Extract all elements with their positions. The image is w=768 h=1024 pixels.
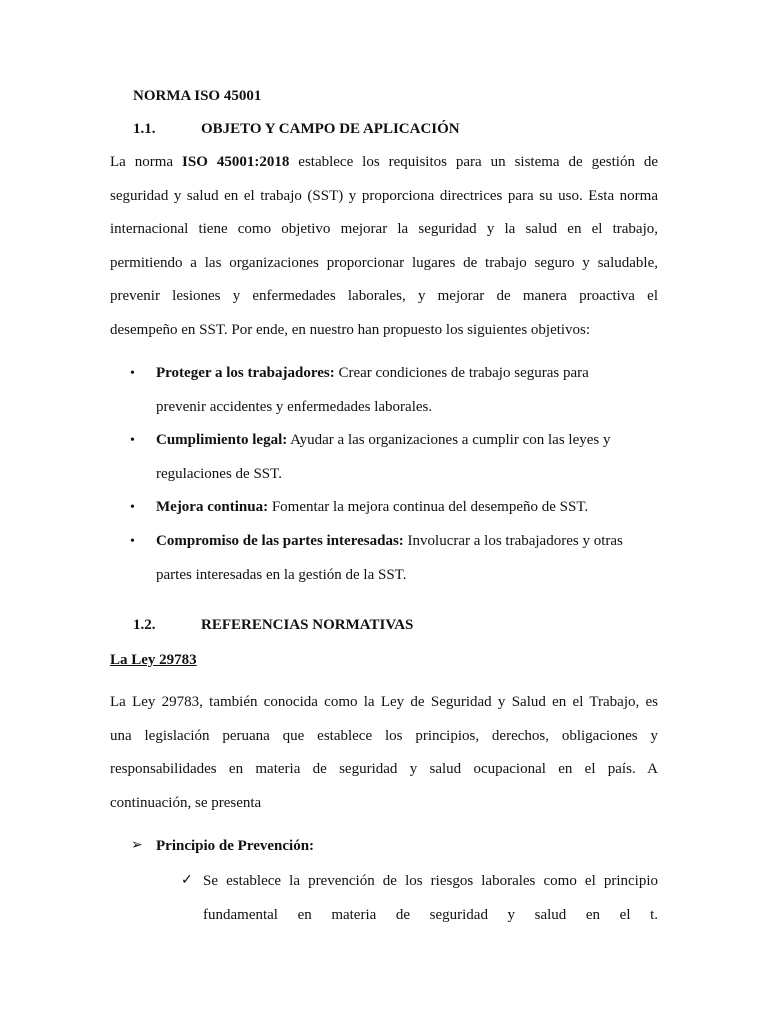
- section-1-2-number: 1.2.: [133, 617, 156, 633]
- para1-line3: internacional tiene como objetivo mejorar la seguridad y la salud en el trabajo,: [110, 221, 658, 237]
- bullet-icon: •: [130, 366, 135, 381]
- section-1-1-number: 1.1.: [133, 121, 156, 137]
- para2-line3: responsabilidades en materia de seguridad y salud ocupacional en el país. A: [110, 761, 658, 777]
- principle-line1: Se establece la prevención de los riesgos laborales como el principio: [203, 873, 658, 889]
- para2-line2: una legislación peruana que establece los principios, derechos, obligaciones y: [110, 728, 658, 744]
- checkmark-icon: ✓: [181, 873, 193, 888]
- para1-line2: seguridad y salud en el trabajo (SST) y proporciona directrices para su uso. Esta norma: [110, 188, 658, 204]
- para2-line1: La Ley 29783, también conocida como la Ley de Seguridad y Salud en el Trabajo, es: [110, 694, 658, 710]
- list-item: Cumplimiento legal: Ayudar a las organizaciones a cumplir con las leyes y: [156, 432, 611, 448]
- list-item: Compromiso de las partes interesadas: Involucrar a los trabajadores y otras: [156, 533, 623, 549]
- para1-line6: desempeño en SST. Por ende, en nuestro han propuesto los siguientes objetivos:: [110, 322, 591, 338]
- list-item: Proteger a los trabajadores: Crear condiciones de trabajo seguras para: [156, 365, 589, 381]
- para1-line4: permitiendo a las organizaciones proporcionar lugares de trabajo seguro y saludable,: [110, 255, 658, 271]
- section-1-1-heading: OBJETO Y CAMPO DE APLICACIÓN: [201, 121, 460, 137]
- para2-line4: continuación, se presenta: [110, 795, 262, 811]
- principle-label: Principio de Prevención:: [156, 838, 315, 854]
- para1-line5: prevenir lesiones y enfermedades laborales, y mejorar de manera proactiva el: [110, 288, 658, 304]
- bullet-icon: •: [130, 534, 135, 549]
- list-item-continuation: prevenir accidentes y enfermedades laborales.: [156, 399, 433, 415]
- bullet-icon: •: [130, 500, 135, 515]
- list-item: Mejora continua: Fomentar la mejora continua del desempeño de SST.: [156, 499, 589, 515]
- section-1-2-heading: REFERENCIAS NORMATIVAS: [201, 617, 414, 633]
- list-item-continuation: regulaciones de SST.: [156, 466, 282, 482]
- para1-line1: La norma ISO 45001:2018 establece los requisitos para un sistema de gestión de: [110, 154, 659, 170]
- principle-line2: fundamental en materia de seguridad y salud en el t.: [203, 907, 658, 923]
- list-item-continuation: partes interesadas en la gestión de la SST.: [156, 567, 407, 583]
- law-heading: La Ley 29783: [110, 652, 197, 668]
- arrow-bullet-icon: ➢: [131, 838, 143, 853]
- iso-standard-name: ISO 45001:2018: [182, 154, 290, 170]
- bullet-icon: •: [130, 433, 135, 448]
- document-title: NORMA ISO 45001: [133, 88, 262, 104]
